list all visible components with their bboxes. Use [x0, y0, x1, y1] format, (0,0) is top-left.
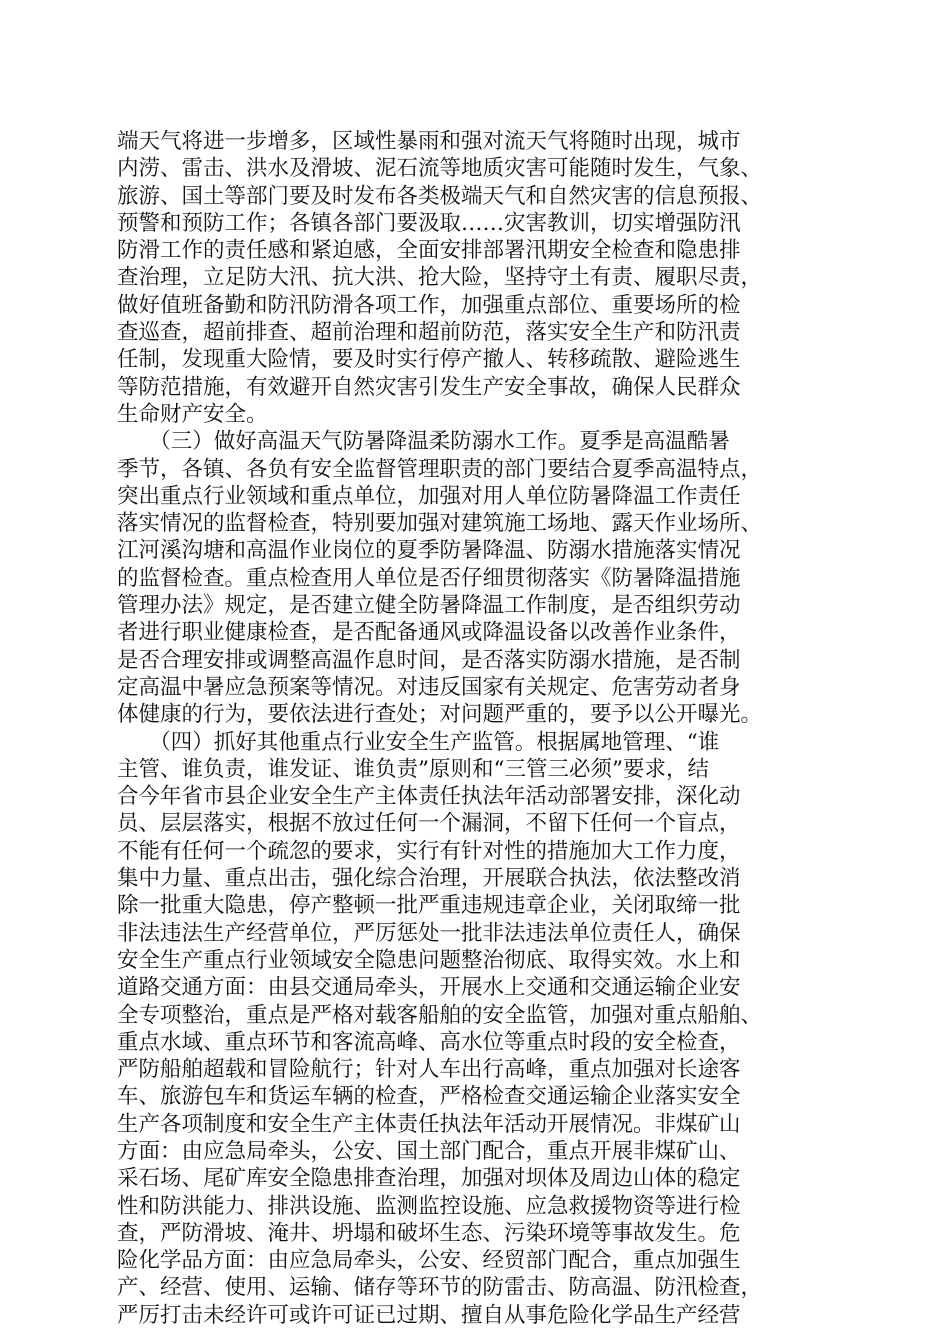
text-line: 江河溪沟塘和高温作业岗位的夏季防暑降温、防溺水措施落实情况	[117, 538, 741, 564]
text-line: 突出重点行业领域和重点单位，加强对用人单位防暑降温工作责任	[117, 483, 741, 509]
text-line: 严防船舶超载和冒险航行；针对人车出行高峰，重点加强对长途客	[117, 1057, 741, 1083]
text-line: 季节，各镇、各负有安全监督管理职责的部门要结合夏季高温特点，	[117, 456, 763, 482]
text-line: 险化学品方面：由应急局牵头，公安、经贸部门配合，重点加强生	[117, 1248, 741, 1274]
text-line: 端天气将进一步增多，区域性暴雨和强对流天气将随时出现，城市	[117, 129, 741, 154]
text-line: 主管、谁负责，谁发证、谁负责”原则和“三管三必须”要求，结	[117, 756, 709, 782]
text-line: 车、旅游包车和货运车辆的检查，严格检查交通运输企业落实安全	[117, 1084, 741, 1110]
text-line: 非法违法生产经营单位，严厉惩处一批非法违法单位责任人，确保	[117, 920, 741, 946]
paragraph-4-start: （四）抓好其他重点行业安全生产监管。根据属地管理、“谁	[117, 729, 720, 755]
text-line: 除一批重大隐患，停产整顿一批严重违规违章企业，关闭取缔一批	[117, 893, 741, 919]
text-line: 合今年省市县企业安全生产主体责任执法年活动部署安排，深化动	[117, 784, 741, 810]
text-line: 产、经营、使用、运输、储存等环节的防雷击、防高温、防汛检查，	[117, 1275, 763, 1301]
text-line: 生命财产安全。	[117, 401, 268, 427]
text-line: 查治理，立足防大汛、抗大洪、抢大险，坚持守土有责、履职尽责，	[117, 265, 763, 291]
body-text	[117, 128, 823, 1329]
text-line: 体健康的行为，要依法进行查处；对问题严重的，要予以公开曝光。	[117, 702, 763, 728]
paragraph-3-start: （三）做好高温天气防暑降温柔防溺水工作。夏季是高温酷暑	[117, 429, 730, 455]
text-line: 是否合理安排或调整高温作息时间，是否落实防溺水措施，是否制	[117, 647, 741, 673]
text-line: 者进行职业健康检查，是否配备通风或降温设备以改善作业条件，	[117, 620, 741, 646]
text-line: 任制，发现重大险情，要及时实行停产撤人、转移疏散、避险逃生	[117, 347, 741, 373]
text-line: 查，严防滑坡、淹井、坍塌和破坏生态、污染环境等事故发生。危	[117, 1220, 741, 1246]
text-line: 安全生产重点行业领域安全隐患问题整治彻底、取得实效。水上和	[117, 947, 741, 973]
text-line: 落实情况的监督检查，特别要加强对建筑施工场地、露天作业场所、	[117, 511, 763, 537]
text-line: 全专项整治，重点是严格对载客船舶的安全监管，加强对重点船舶、	[117, 1002, 763, 1028]
text-line: 集中力量、重点出击，强化综合治理，开展联合执法，依法整改消	[117, 866, 741, 892]
text-line: 定高温中暑应急预案等情况。对违反国家有关规定、危害劳动者身	[117, 674, 741, 700]
text-line: 管理办法》规定，是否建立健全防暑降温工作制度，是否组织劳动	[117, 593, 741, 619]
text-line: 等防范措施，有效避开自然灾害引发生产安全事故，确保人民群众	[117, 374, 741, 400]
text-line: 预警和预防工作；各镇各部门要汲取……灾害教训，切实增强防汛	[117, 210, 741, 236]
text-line: 严厉打击未经许可或许可证已过期、擅自从事危险化学品生产经营	[117, 1302, 741, 1328]
text-line: 道路交通方面：由县交通局牵头，开展水上交通和交通运输企业安	[117, 975, 741, 1001]
text-line: 性和防洪能力、排洪设施、监测监控设施、应急救援物资等进行检	[117, 1193, 741, 1219]
text-line: 不能有任何一个疏忽的要求，实行有针对性的措施加大工作力度，	[117, 838, 741, 864]
text-line: 重点水域、重点环节和客流高峰、高水位等重点时段的安全检查，	[117, 1029, 741, 1055]
text-line: 做好值班备勤和防汛防滑各项工作，加强重点部位、重要场所的检	[117, 292, 741, 318]
text-line: 查巡查，超前排查、超前治理和超前防范，落实安全生产和防汛责	[117, 320, 741, 346]
text-line: 内涝、雷击、洪水及滑坡、泥石流等地质灾害可能随时发生，气象、	[117, 156, 763, 182]
text-line: 生产各项制度和安全生产主体责任执法年活动开展情况。非煤矿山	[117, 1111, 741, 1137]
text-line: 的监督检查。重点检查用人单位是否仔细贯彻落实《防暑降温措施	[117, 565, 741, 591]
text-line: 旅游、国土等部门要及时发布各类极端天气和自然灾害的信息预报、	[117, 183, 763, 209]
text-line: 防滑工作的责任感和紧迫感，全面安排部署汛期安全检查和隐患排	[117, 238, 741, 264]
text-line: 员、层层落实，根据不放过任何一个漏洞，不留下任何一个盲点，	[117, 811, 741, 837]
text-line: 方面：由应急局牵头，公安、国土部门配合，重点开展非煤矿山、	[117, 1138, 741, 1164]
text-line: 采石场、尾矿库安全隐患排查治理，加强对坝体及周边山体的稳定	[117, 1166, 741, 1192]
